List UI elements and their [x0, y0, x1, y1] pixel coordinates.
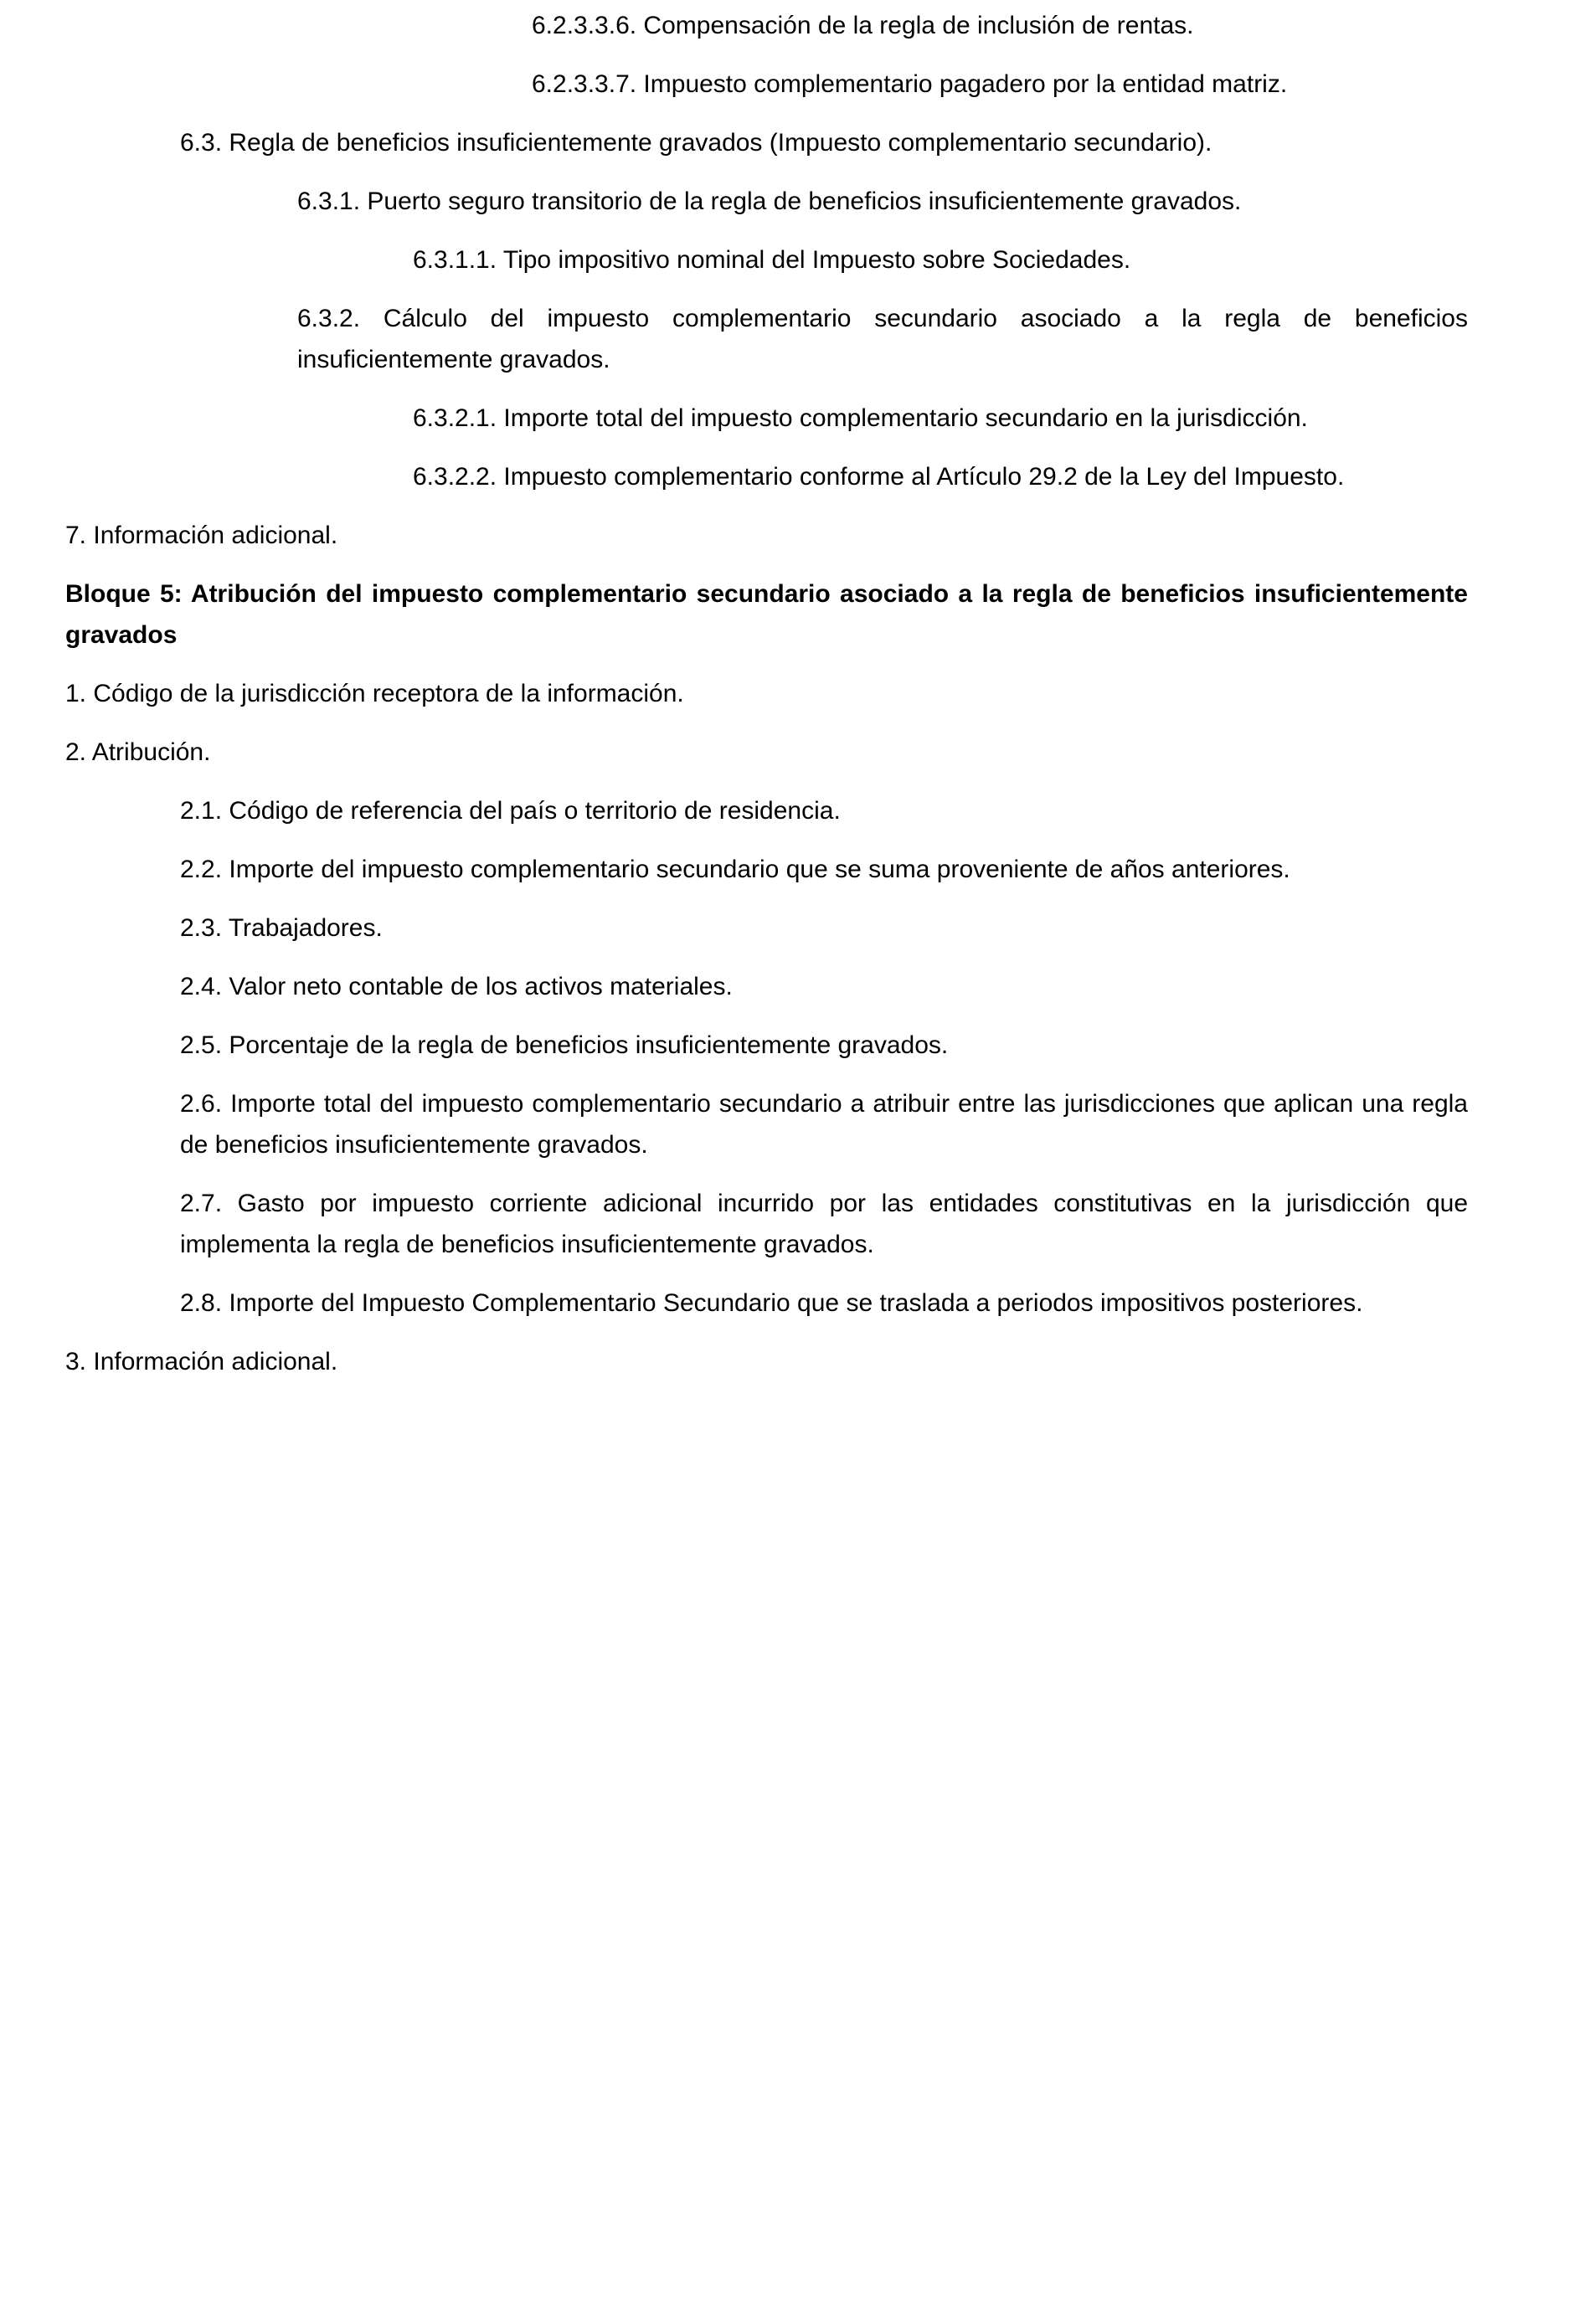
paragraph-6-3-2-2: 6.3.2.2. Impuesto complementario conforme al Artículo 29.2 de la Ley del Impuesto.	[413, 463, 1345, 491]
paragraph-2-2: 2.2. Importe del impuesto complementario secundario que se suma proveniente de años anteriores.	[180, 856, 1290, 883]
paragraph-7: 7. Información adicional.	[65, 522, 338, 549]
paragraph-6-3-1: 6.3.1. Puerto seguro transitorio de la regla de beneficios insuficientemente gravados.	[297, 188, 1242, 215]
paragraph-6-2-3-3-6: 6.2.3.3.6. Compensación de la regla de inclusión de rentas.	[532, 12, 1194, 39]
paragraph-2-4: 2.4. Valor neto contable de los activos materiales.	[180, 973, 733, 1000]
paragraph-6-2-3-3-7: 6.2.3.3.7. Impuesto complementario pagadero por la entidad matriz.	[532, 70, 1288, 98]
paragraph-2-8: 2.8. Importe del Impuesto Complementario Secundario que se traslada a periodos impositivos posteriores.	[180, 1289, 1363, 1317]
paragraph-2: 2. Atribución.	[65, 738, 211, 766]
paragraph-6-3: 6.3. Regla de beneficios insuficientemente gravados (Impuesto complementario secundario).	[180, 129, 1212, 157]
paragraph-6-3-1-1: 6.3.1.1. Tipo impositivo nominal del Impuesto sobre Sociedades.	[413, 246, 1131, 274]
paragraph-2-1: 2.1. Código de referencia del país o territorio de residencia.	[180, 797, 841, 825]
paragraph-6-3-2: 6.3.2. Cálculo del impuesto complementario secundario asociado a la regla de beneficios insuficientemente gravados.	[297, 305, 1475, 373]
paragraph-2-5: 2.5. Porcentaje de la regla de beneficios insuficientemente gravados.	[180, 1031, 949, 1059]
paragraph-3: 3. Información adicional.	[65, 1348, 338, 1375]
paragraph-1: 1. Código de la jurisdicción receptora de la información.	[65, 680, 684, 707]
paragraph-2-6: 2.6. Importe total del impuesto complementario secundario a atribuir entre las jurisdicciones que aplican una regla de beneficios insuficientemente gravados.	[180, 1090, 1475, 1159]
heading-bloque-5: Bloque 5: Atribución del impuesto complementario secundario asociado a la regla de beneficios insuficientemente gravados	[65, 580, 1475, 649]
paragraph-2-7: 2.7. Gasto por impuesto corriente adicional incurrido por las entidades constitutivas en la jurisdicción que implementa la regla de beneficios insuficientemente gravados.	[180, 1190, 1475, 1258]
paragraph-2-3: 2.3. Trabajadores.	[180, 914, 383, 942]
paragraph-6-3-2-1: 6.3.2.1. Importe total del impuesto complementario secundario en la jurisdicción.	[413, 404, 1308, 432]
